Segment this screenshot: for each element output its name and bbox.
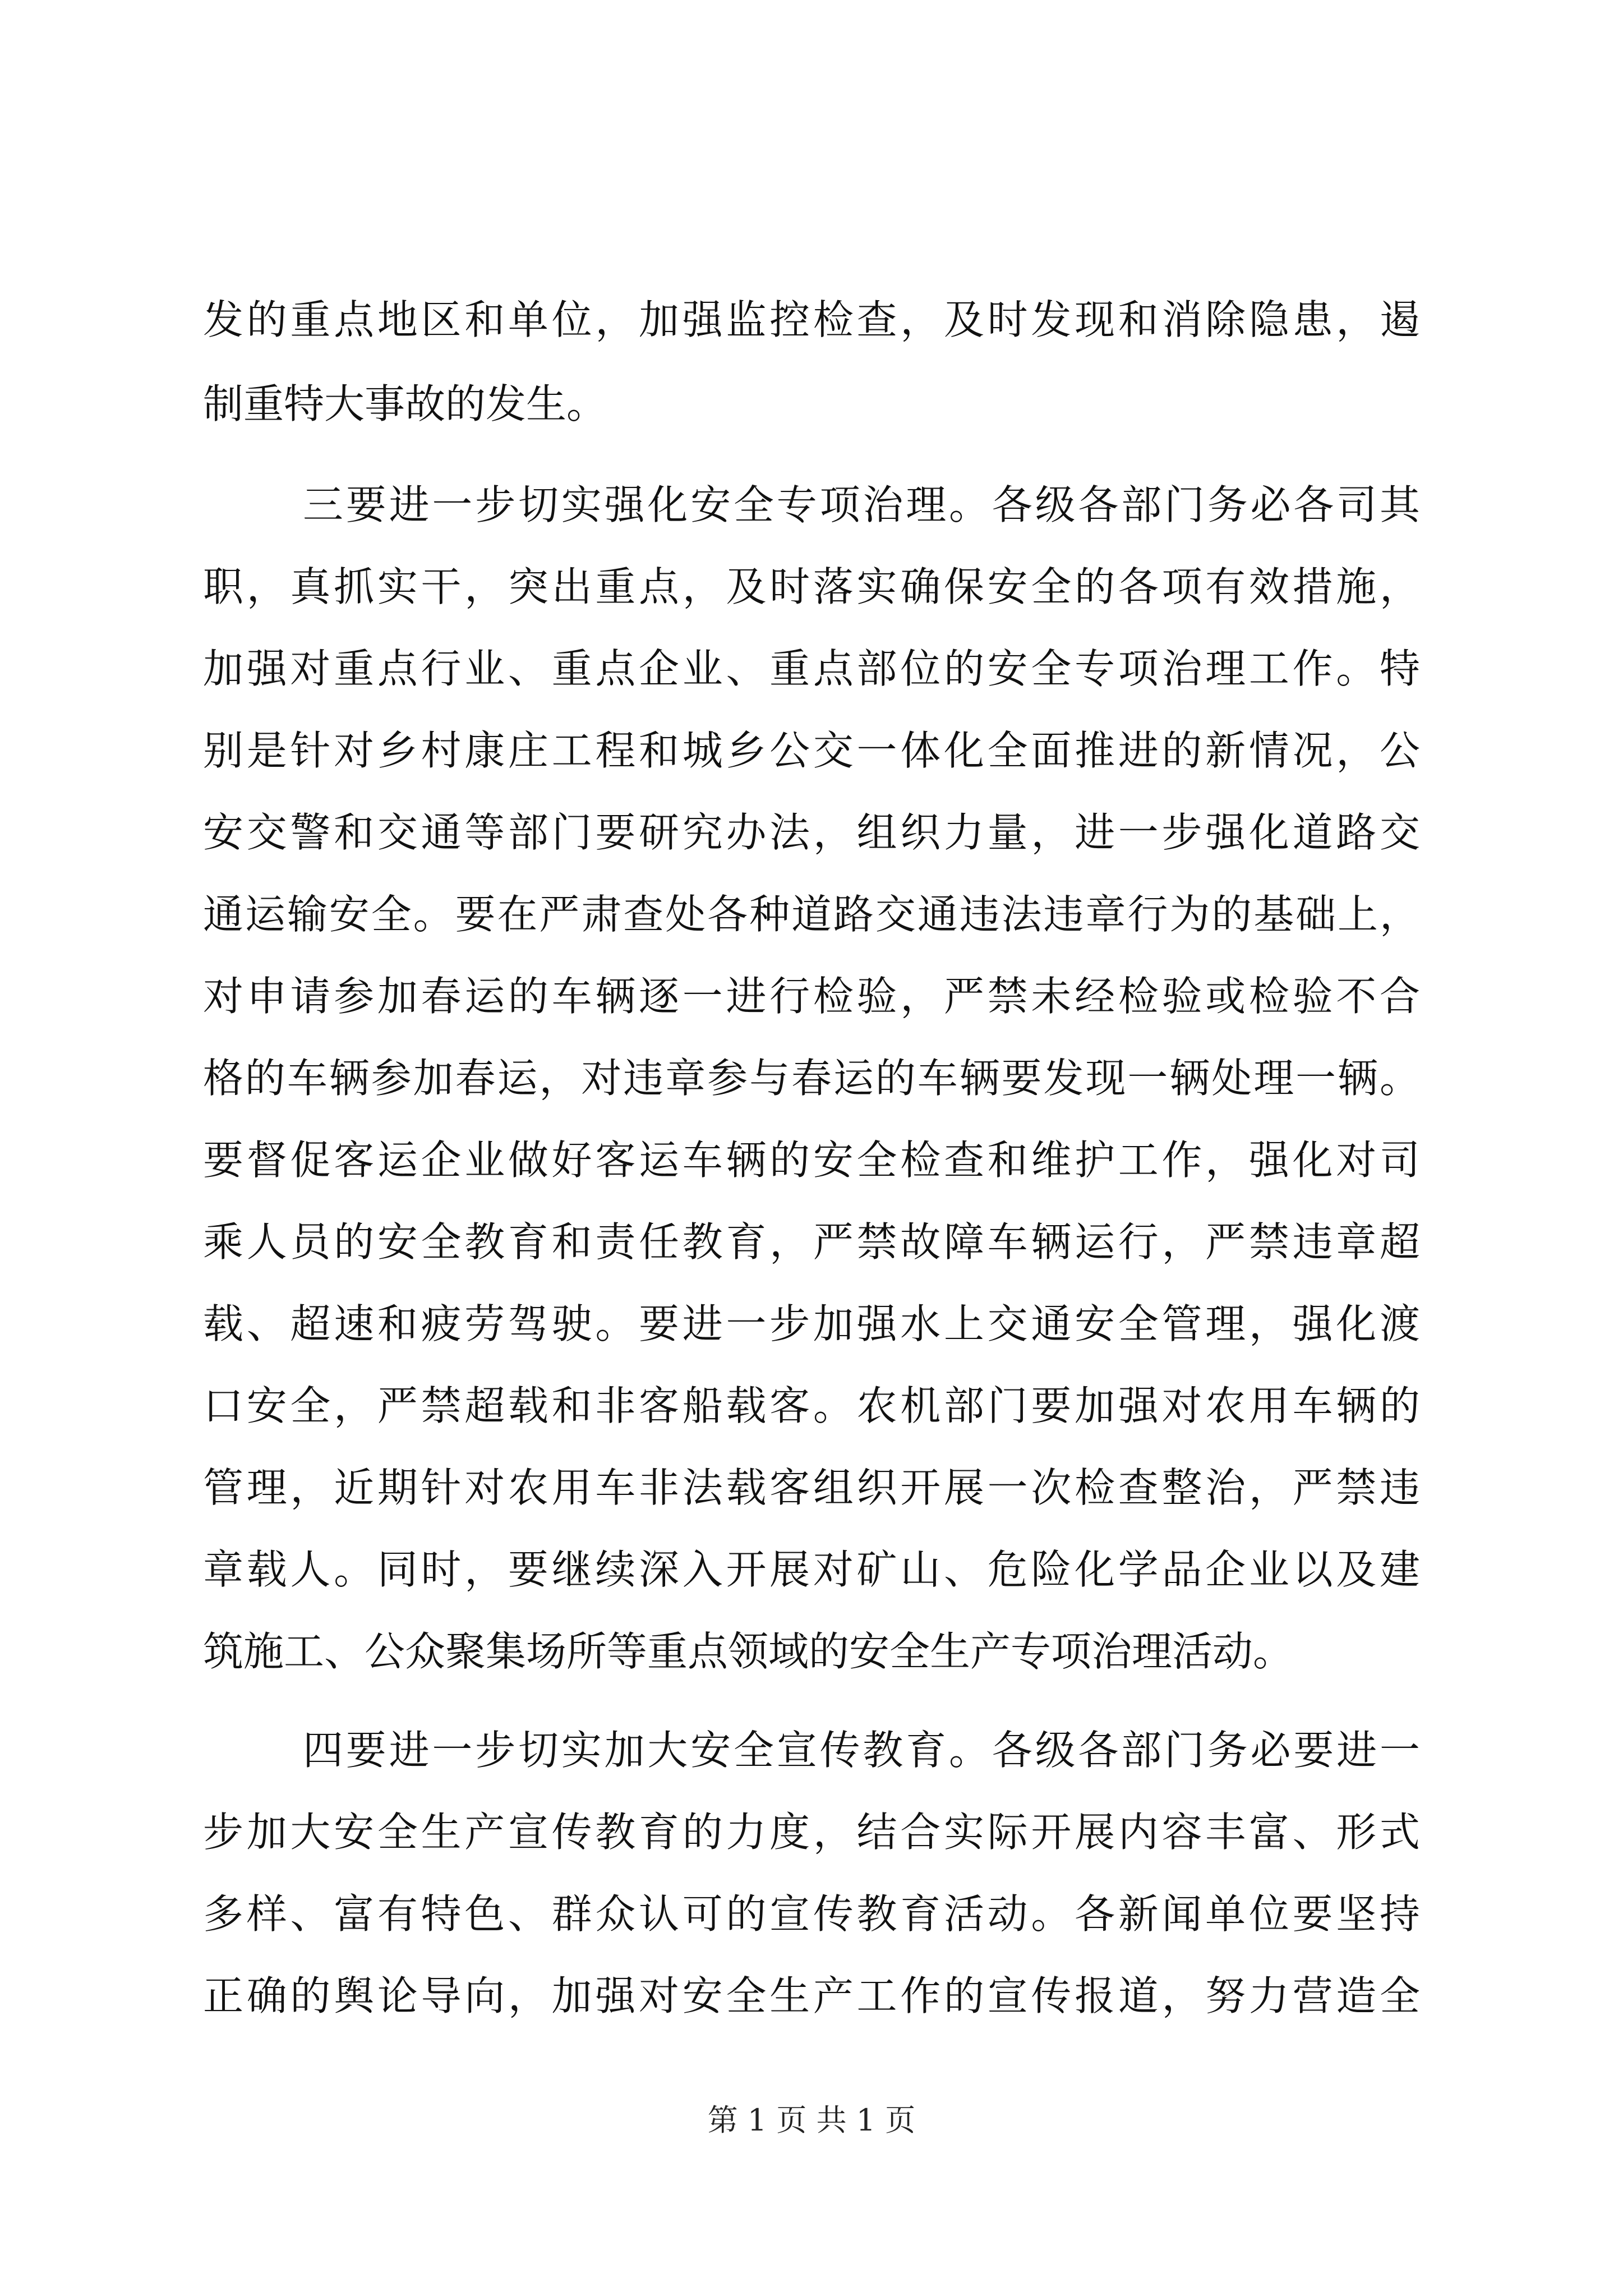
text-line: 制重特大事故的发生。 bbox=[203, 380, 607, 427]
text-line: 正确的舆论导向，加强对安全生产工作的宣传报道，努力营造全 bbox=[203, 1972, 1420, 2019]
text-line: 通运输安全。要在严肃查处各种道路交通违法违章行为的基础上， bbox=[203, 891, 1420, 938]
text-line: 加强对重点行业、重点企业、重点部位的安全专项治理工作。特 bbox=[203, 645, 1420, 692]
paragraph-start-line: 四要进一步切实加大安全宣传教育。各级各部门务必要进一 bbox=[303, 1727, 1420, 1774]
text-line: 步加大安全生产宣传教育的力度，结合实际开展内容丰富、形式 bbox=[203, 1809, 1420, 1856]
text-line: 对申请参加春运的车辆逐一进行检验，严禁未经检验或检验不合 bbox=[203, 973, 1420, 1020]
text-line: 载、超速和疲劳驾驶。要进一步加强水上交通安全管理，强化渡 bbox=[203, 1300, 1420, 1347]
text-line: 乘人员的安全教育和责任教育，严禁故障车辆运行，严禁违章超 bbox=[203, 1218, 1420, 1266]
text-line: 要督促客运企业做好客运车辆的安全检查和维护工作，强化对司 bbox=[203, 1137, 1420, 1184]
text-line: 别是针对乡村康庄工程和城乡公交一体化全面推进的新情况，公 bbox=[203, 727, 1420, 774]
text-line: 多样、富有特色、群众认可的宣传教育活动。各新闻单位要坚持 bbox=[203, 1890, 1420, 1938]
text-line: 管理，近期针对农用车非法载客组织开展一次检查整治，严禁违 bbox=[203, 1464, 1420, 1511]
text-line: 职，真抓实干，突出重点，及时落实确保安全的各项有效措施， bbox=[203, 563, 1420, 610]
text-line: 章载人。同时，要继续深入开展对矿山、危险化学品企业以及建 bbox=[203, 1546, 1420, 1593]
paragraph-start-line: 三要进一步切实强化安全专项治理。各级各部门务必各司其 bbox=[303, 481, 1420, 528]
page-number-footer: 第 1 页 共 1 页 bbox=[707, 2102, 916, 2138]
text-line: 筑施工、公众聚集场所等重点领域的安全生产专项治理活动。 bbox=[203, 1628, 1294, 1675]
text-line: 口安全，严禁超载和非客船载客。农机部门要加强对农用车辆的 bbox=[203, 1382, 1420, 1429]
text-line: 安交警和交通等部门要研究办法，组织力量，进一步强化道路交 bbox=[203, 809, 1420, 856]
text-line: 发的重点地区和单位，加强监控检查，及时发现和消除隐患，遏 bbox=[203, 296, 1420, 343]
text-line: 格的车辆参加春运，对违章参与春运的车辆要发现一辆处理一辆。 bbox=[203, 1055, 1420, 1102]
